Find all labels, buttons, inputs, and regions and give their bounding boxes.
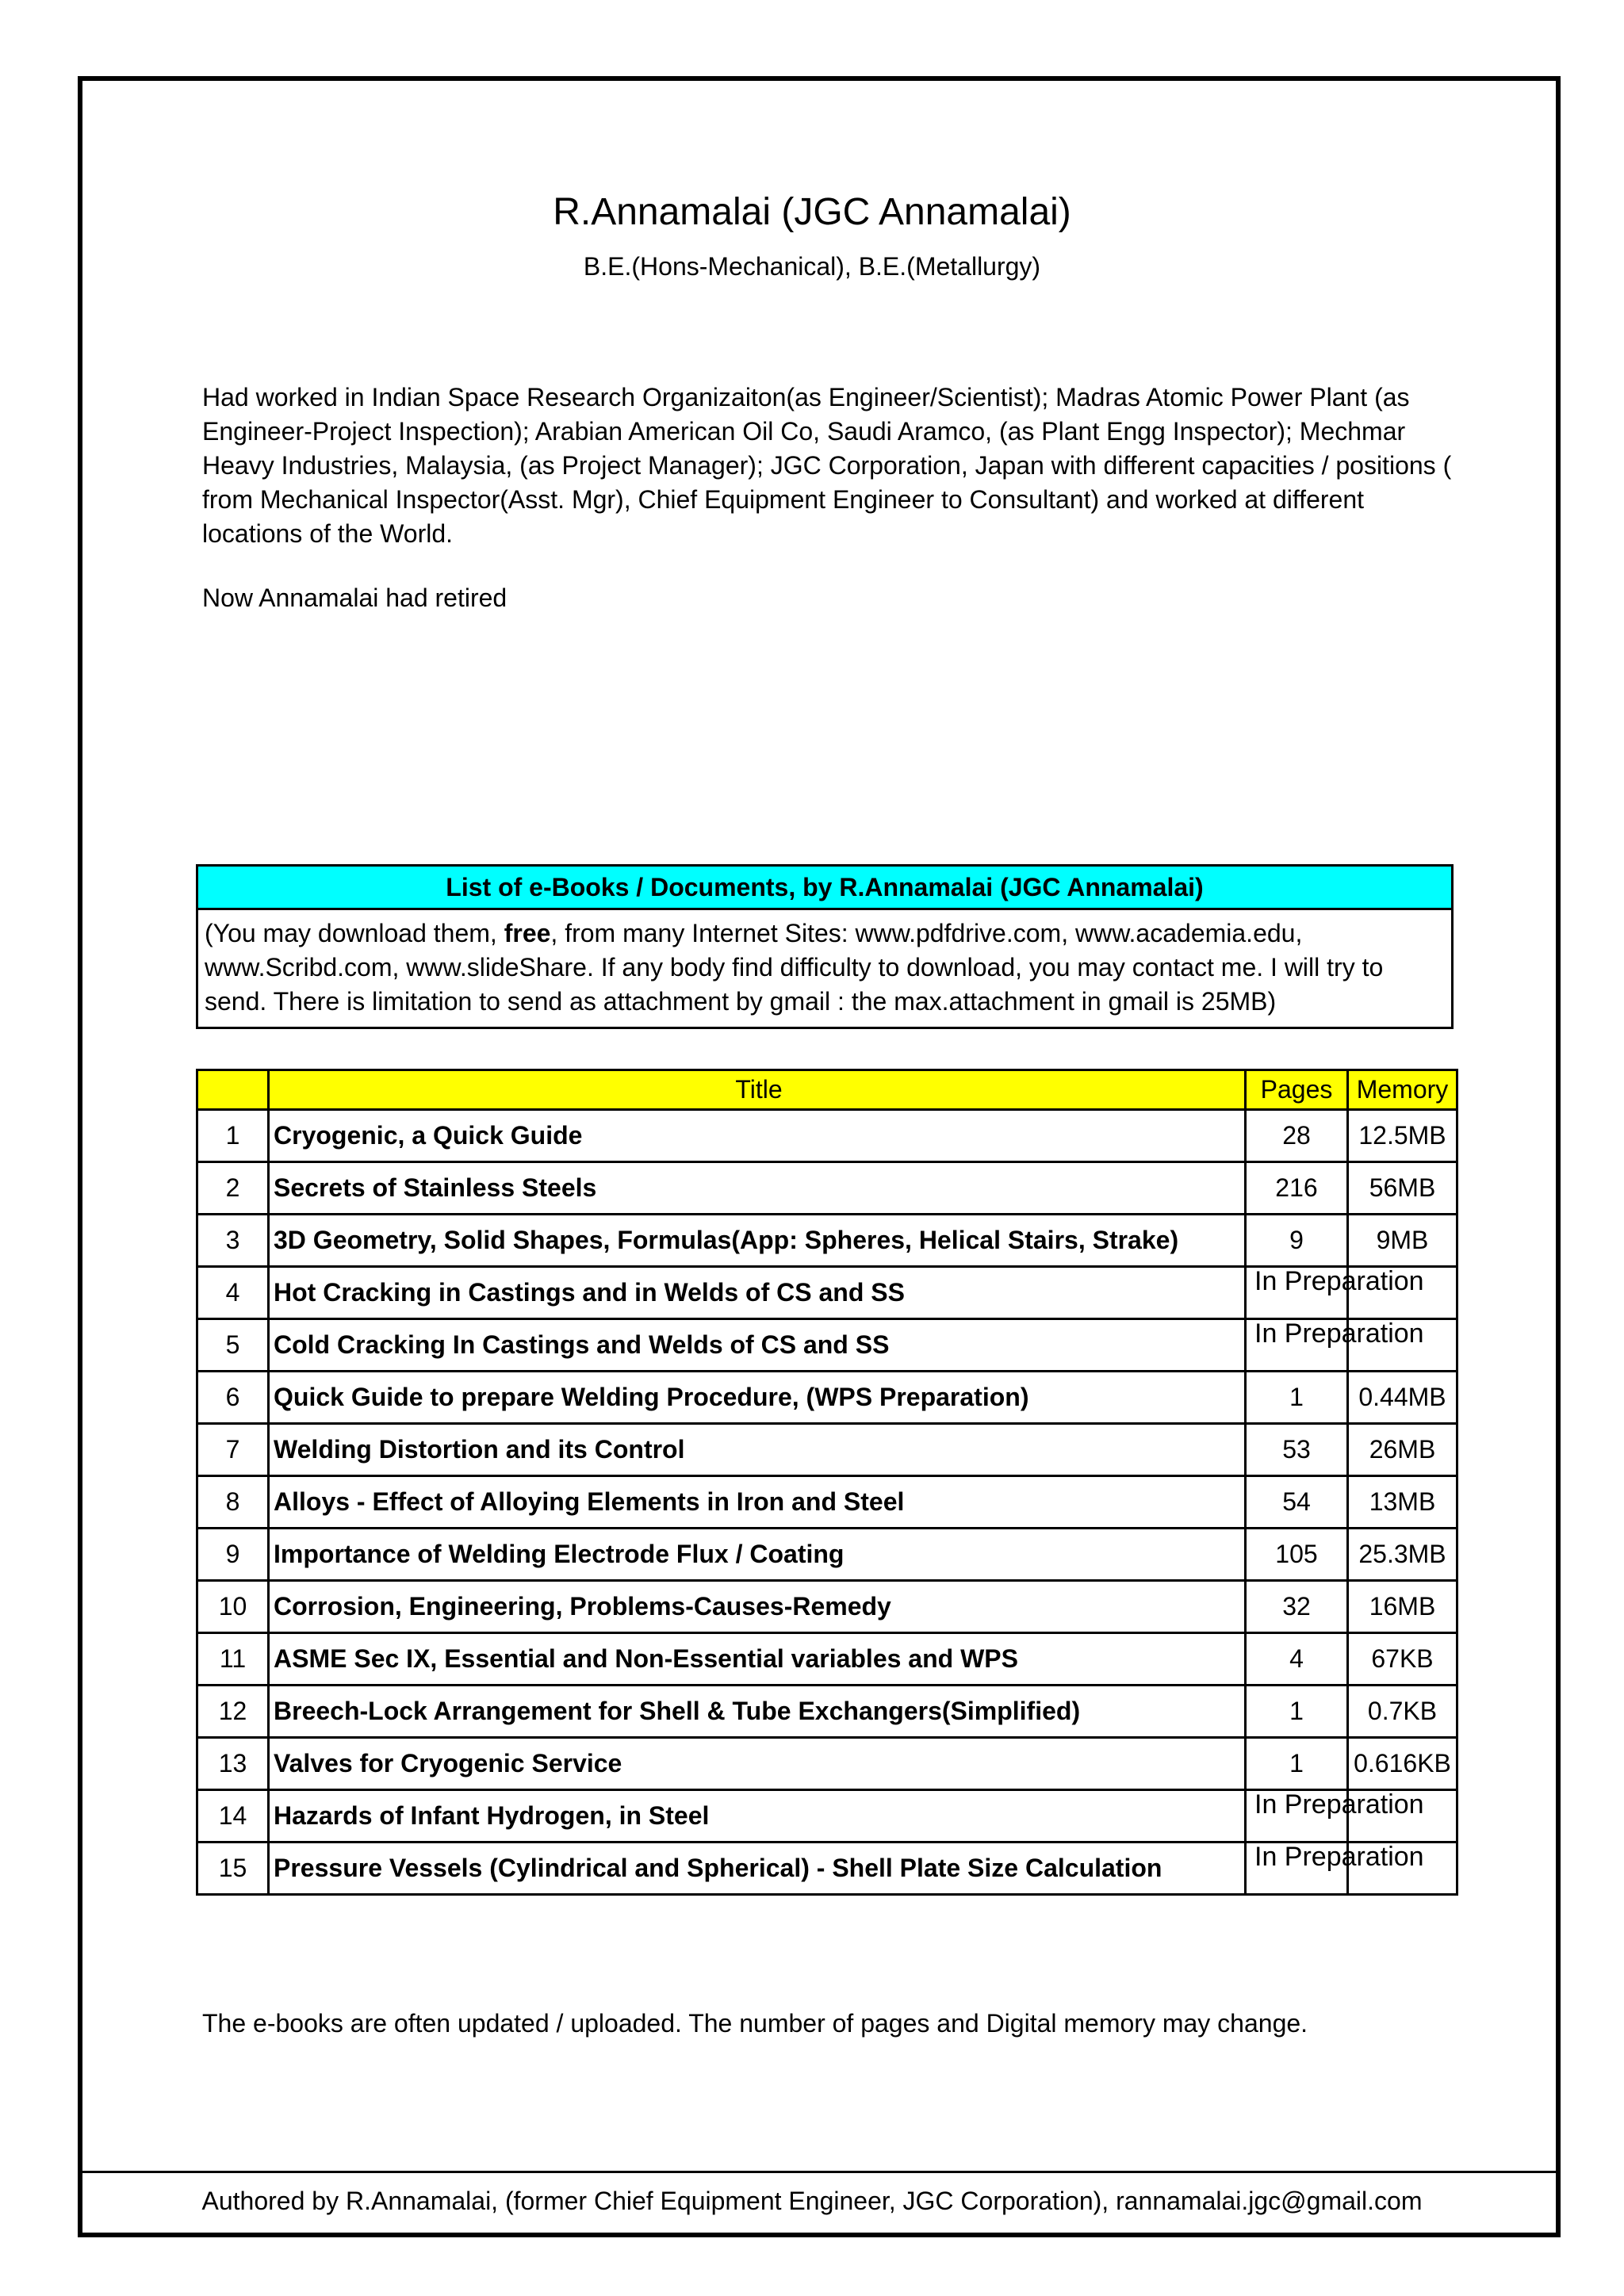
row-pages: 1 <box>1246 1686 1348 1738</box>
row-number: 9 <box>197 1529 269 1581</box>
table-row <box>197 1686 1457 1738</box>
table-row <box>197 1581 1457 1633</box>
row-title: Quick Guide to prepare Welding Procedure, (WPS Preparation) <box>269 1372 1246 1424</box>
table-row <box>197 1319 1457 1372</box>
row-memory: 25.3MB <box>1348 1529 1457 1581</box>
row-pages-cell <box>1246 1318 1424 1372</box>
author-degree: B.E.(Hons-Mechanical), B.E.(Metallurgy) <box>583 252 1041 281</box>
row-title: Valves for Cryogenic Service <box>269 1738 1246 1790</box>
row-title: Pressure Vessels (Cylindrical and Spherical) - Shell Plate Size Calculation <box>269 1843 1246 1895</box>
row-number: 3 <box>197 1215 269 1267</box>
row-title: Corrosion, Engineering, Problems-Causes-Remedy <box>269 1581 1246 1633</box>
row-number: 13 <box>197 1738 269 1790</box>
footer-author: Authored by R.Annamalai, (former Chief Equipment Engineer, JGC Corporation), rannamalai.jgc@gmail.com <box>201 2187 1423 2215</box>
table-header-row <box>197 1070 1457 1110</box>
row-title: Hazards of Infant Hydrogen, in Steel <box>269 1790 1246 1843</box>
ebook-table <box>196 1069 1458 1896</box>
table-row <box>197 1424 1457 1476</box>
row-pages: 105 <box>1246 1529 1348 1581</box>
row-title: Importance of Welding Electrode Flux / Coating <box>269 1529 1246 1581</box>
row-title: ASME Sec IX, Essential and Non-Essential variables and WPS <box>269 1633 1246 1686</box>
row-pages: 32 <box>1246 1581 1348 1633</box>
table-row <box>197 1843 1457 1895</box>
row-status: In Preparation <box>1254 1789 1424 1820</box>
row-memory: 26MB <box>1348 1424 1457 1476</box>
row-number: 15 <box>197 1843 269 1895</box>
table-row <box>197 1529 1457 1581</box>
row-memory: 56MB <box>1348 1162 1457 1215</box>
row-title: 3D Geometry, Solid Shapes, Formulas(App: Spheres, Helical Stairs, Strake) <box>269 1215 1246 1267</box>
row-pages-cell <box>1246 1266 1424 1319</box>
row-title: Welding Distortion and its Control <box>269 1424 1246 1476</box>
header-title: Title <box>269 1070 1246 1110</box>
table-row <box>197 1738 1457 1790</box>
table-row <box>197 1215 1457 1267</box>
header-pages: Pages <box>1246 1070 1348 1110</box>
update-note: The e-books are often updated / uploaded. The number of pages and Digital memory may change. <box>202 2009 1308 2038</box>
table-row <box>197 1110 1457 1162</box>
row-title: Cryogenic, a Quick Guide <box>269 1110 1246 1162</box>
row-number: 1 <box>197 1110 269 1162</box>
row-pages: 54 <box>1246 1476 1348 1529</box>
row-pages-cell <box>1246 1789 1424 1843</box>
table-row <box>197 1476 1457 1529</box>
row-number: 2 <box>197 1162 269 1215</box>
bio-paragraph: Had worked in Indian Space Research Organizaiton(as Engineer/Scientist); Madras Atomic Power Plant (as Engineer-Project Inspection); Arabian American Oil Co, Saudi Aramco, (as Plant Engg Inspector); Mechmar Heavy Industries, Malaysia, (as Project Manager); JGC Corporation, Japan with different capacities / positions ( from Mechanical Inspector(Asst. Mgr), Chief Equipment Engineer to Consultant) and worked at different locations of the World. <box>202 383 1452 548</box>
row-memory: 0.7KB <box>1348 1686 1457 1738</box>
table-row <box>197 1790 1457 1843</box>
footer-divider <box>78 2171 1561 2173</box>
row-number: 7 <box>197 1424 269 1476</box>
row-memory: 0.616KB <box>1348 1738 1457 1790</box>
row-status: In Preparation <box>1254 1266 1424 1296</box>
retired-text: Now Annamalai had retired <box>202 584 508 612</box>
row-pages: 1 <box>1246 1372 1348 1424</box>
row-status: In Preparation <box>1254 1842 1424 1872</box>
row-number: 10 <box>197 1581 269 1633</box>
row-status: In Preparation <box>1254 1318 1424 1349</box>
row-pages: 216 <box>1246 1162 1348 1215</box>
header-number <box>197 1070 269 1110</box>
row-number: 8 <box>197 1476 269 1529</box>
table-row <box>197 1267 1457 1319</box>
row-title: Breech-Lock Arrangement for Shell & Tube Exchangers(Simplified) <box>269 1686 1246 1738</box>
table-row <box>197 1372 1457 1424</box>
author-name: R.Annamalai (JGC Annamalai) <box>553 191 1071 233</box>
row-pages: 1 <box>1246 1738 1348 1790</box>
row-title: Cold Cracking In Castings and Welds of CS and SS <box>269 1319 1246 1372</box>
ebook-list-box <box>196 864 1454 1029</box>
row-pages: 28 <box>1246 1110 1348 1162</box>
row-memory: 12.5MB <box>1348 1110 1457 1162</box>
row-title: Alloys - Effect of Alloying Elements in Iron and Steel <box>269 1476 1246 1529</box>
row-number: 4 <box>197 1267 269 1319</box>
row-memory: 0.44MB <box>1348 1372 1457 1424</box>
row-pages: 4 <box>1246 1633 1348 1686</box>
row-pages: 9 <box>1246 1215 1348 1267</box>
row-number: 6 <box>197 1372 269 1424</box>
download-note-free: free <box>504 919 551 947</box>
download-note <box>198 910 1451 1019</box>
row-pages-cell <box>1246 1842 1424 1895</box>
header-memory: Memory <box>1348 1070 1457 1110</box>
row-memory: 13MB <box>1348 1476 1457 1529</box>
download-note-start: (You may download them, <box>205 919 504 947</box>
ebook-list-heading: List of e-Books / Documents, by R.Annamalai (JGC Annamalai) <box>198 867 1451 910</box>
row-number: 12 <box>197 1686 269 1738</box>
row-memory: 16MB <box>1348 1581 1457 1633</box>
row-title: Secrets of Stainless Steels <box>269 1162 1246 1215</box>
table-row <box>197 1633 1457 1686</box>
row-number: 5 <box>197 1319 269 1372</box>
row-title: Hot Cracking in Castings and in Welds of CS and SS <box>269 1267 1246 1319</box>
row-pages: 53 <box>1246 1424 1348 1476</box>
row-memory: 67KB <box>1348 1633 1457 1686</box>
table-row <box>197 1162 1457 1215</box>
table-body <box>197 1110 1457 1895</box>
row-number: 14 <box>197 1790 269 1843</box>
row-number: 11 <box>197 1633 269 1686</box>
download-note-rest: , from many Internet Sites: www.pdfdrive.com, www.academia.edu, www.Scribd.com, www.slideShare. If any body find difficulty to download, you may contact me. I will try to send. There is limitation to send as attachment by gmail : the max.attachment in gmail is 25MB) <box>205 919 1384 1016</box>
row-memory: 9MB <box>1348 1215 1457 1267</box>
